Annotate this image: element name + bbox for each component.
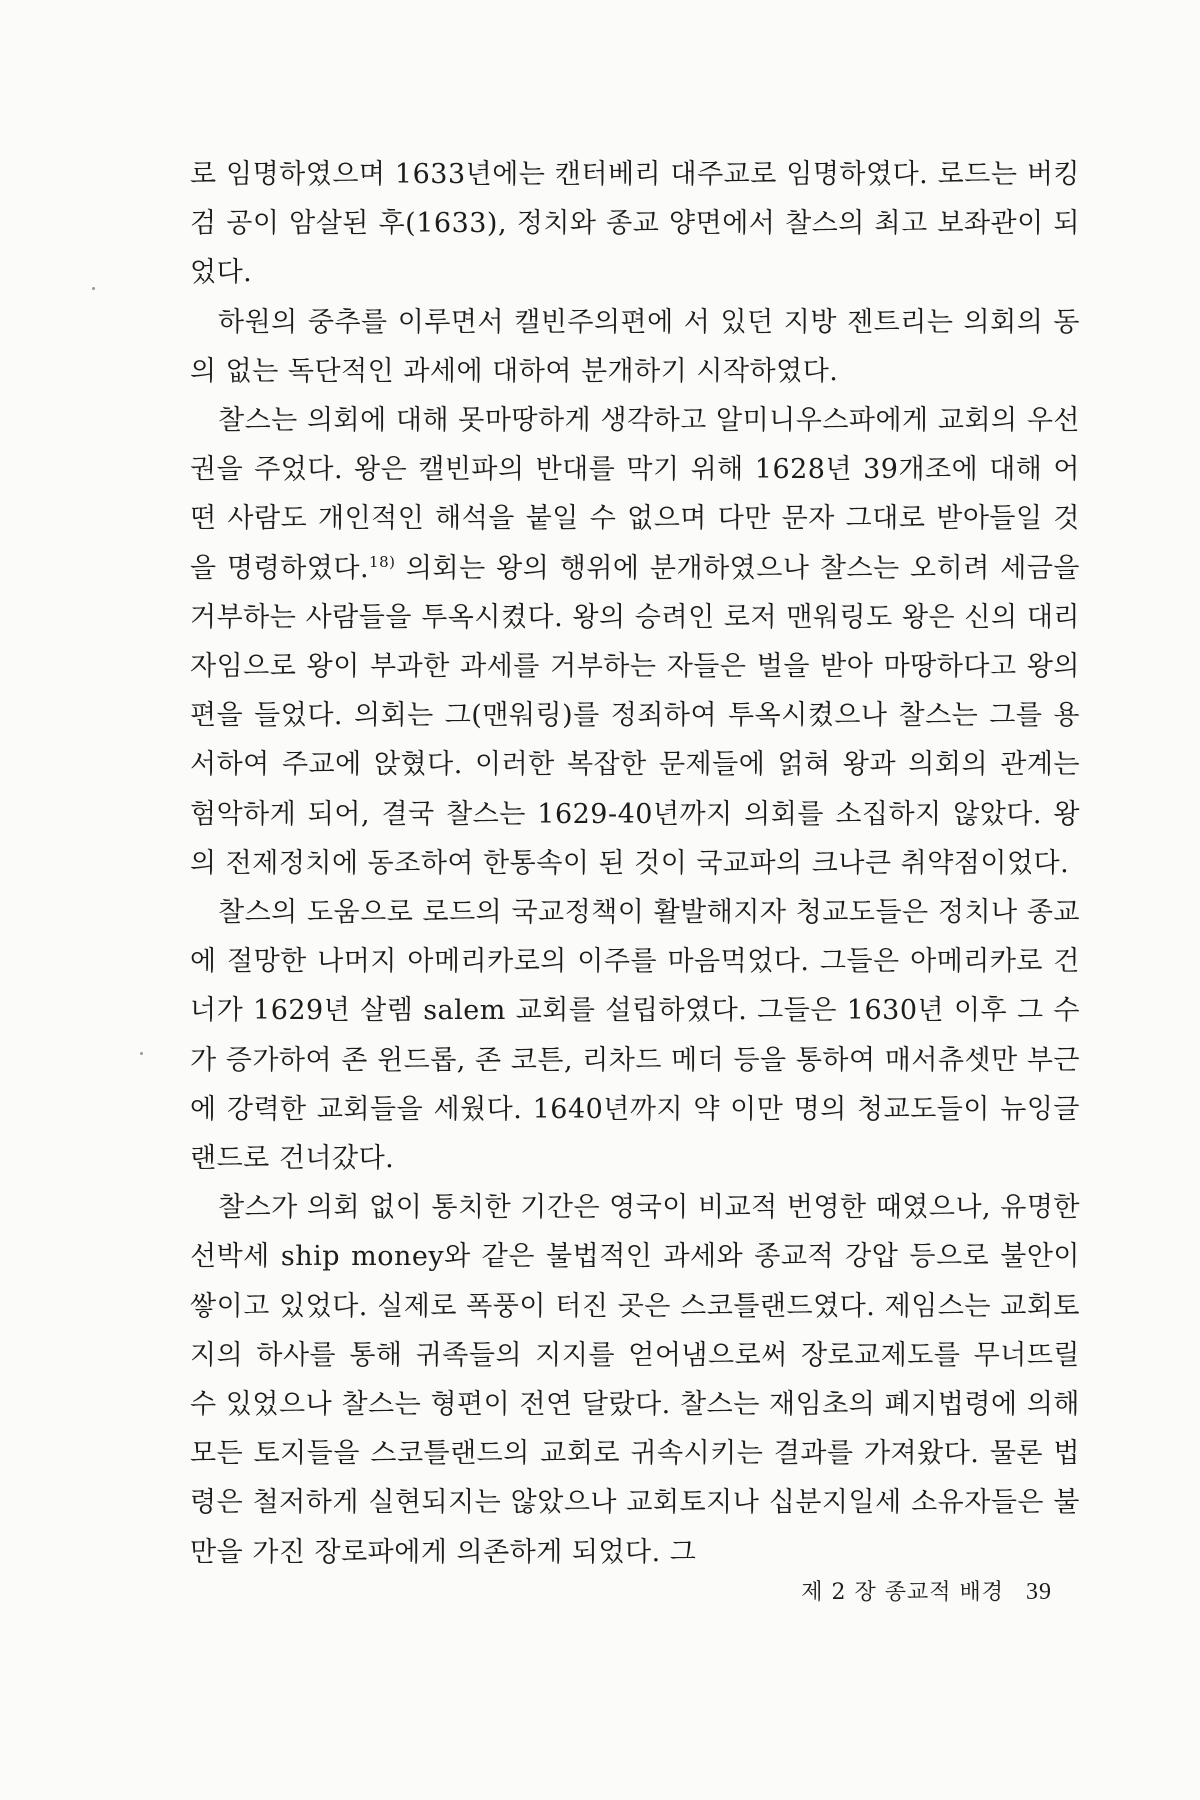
margin-speck — [140, 1052, 143, 1055]
paragraph: 찰스의 도움으로 로드의 국교정책이 활발해지자 청교도들은 정치나 종교에 절망한 나머지 아메리카로의 이주를 마음먹었다. 그들은 아메리카로 건너가 1629년 살렘 salem 교회를 설립하였다. 그들은 1630년 이후 그 수가 증가하여 존 윈드롭, 존 코튼, 리차드 메더 등을 통하여 매서츄셋만 부근에 강력한 교회들을 세웠다. 1640년까지 약 이만 명의 청교도들이 뉴잉글랜드로 건너갔다. — [190, 897, 1080, 1175]
footnote-marker: 18) — [369, 552, 396, 571]
page-number: 39 — [1026, 1579, 1052, 1605]
paragraph-text: 의회는 왕의 행위에 분개하였으나 찰스는 오히려 세금을 거부하는 사람들을 투옥시켰다. 왕의 승려인 로저 맨워링도 왕은 신의 대리자임으로 왕이 부과한 과세를 거부하는 자들은 벌을 받아 마땅하다고 왕의 편을 들었다. 의회는 그(맨워링)를 정죄하여 투옥시켰으나 찰스는 그를 용서하여 주교에 앉혔다. 이러한 복잡한 문제들에 얽혀 왕과 의회의 관계는 험악하게 되어, 결국 찰스는 1629-40년까지 의회를 소집하지 않았다. 왕의 전제정치에 동조하여 한통속이 된 것이 국교파의 크나큰 취약점이었다. — [190, 552, 1080, 879]
paragraph: 찰스가 의회 없이 통치한 기간은 영국이 비교적 번영한 때였으나, 유명한 선박세 ship money와 같은 불법적인 과세와 종교적 강압 등으로 불안이 쌓이고 있었다. 실제로 폭풍이 터진 곳은 스코틀랜드였다. 제임스는 교회토지의 하사를 통해 귀족들의 지지를 얻어냄으로써 장로교제도를 무너뜨릴 수 있었으나 찰스는 형편이 전연 달랐다. 찰스는 재임초의 폐지법령에 의해 모든 토지들을 스코틀랜드의 교회로 귀속시키는 결과를 가져왔다. 물론 법령은 철저하게 실현되지는 않았으나 교회토지나 십분지일세 소유자들은 불만을 가진 장로파에게 의존하게 되었다. 그 — [190, 1192, 1080, 1568]
body-text — [190, 150, 1080, 1577]
margin-speck — [92, 287, 95, 290]
paragraph-text: 찰스는 의회에 대해 못마땅하게 생각하고 알미니우스파에게 교회의 우선권을 주었다. 왕은 캘빈파의 반대를 막기 위해 1628년 39개조에 대해 어떤 사람도 개인적인 해석을 붙일 수 없으며 다만 문자 그대로 받아들일 것을 명령하였다. — [190, 405, 1080, 584]
page-footer — [801, 1575, 1052, 1606]
paragraph: 로 임명하였으며 1633년에는 캔터베리 대주교로 임명하였다. 로드는 버킹검 공이 암살된 후(1633), 정치와 종교 양면에서 찰스의 최고 보좌관이 되었다. — [190, 159, 1080, 289]
paragraph — [190, 396, 1080, 888]
paragraph: 하원의 중추를 이루면서 캘빈주의편에 서 있던 지방 젠트리는 의회의 동의 없는 독단적인 과세에 대하여 분개하기 시작하였다. — [190, 306, 1080, 387]
running-footer-chapter: 제 2 장 종교적 배경 — [801, 1580, 1004, 1605]
